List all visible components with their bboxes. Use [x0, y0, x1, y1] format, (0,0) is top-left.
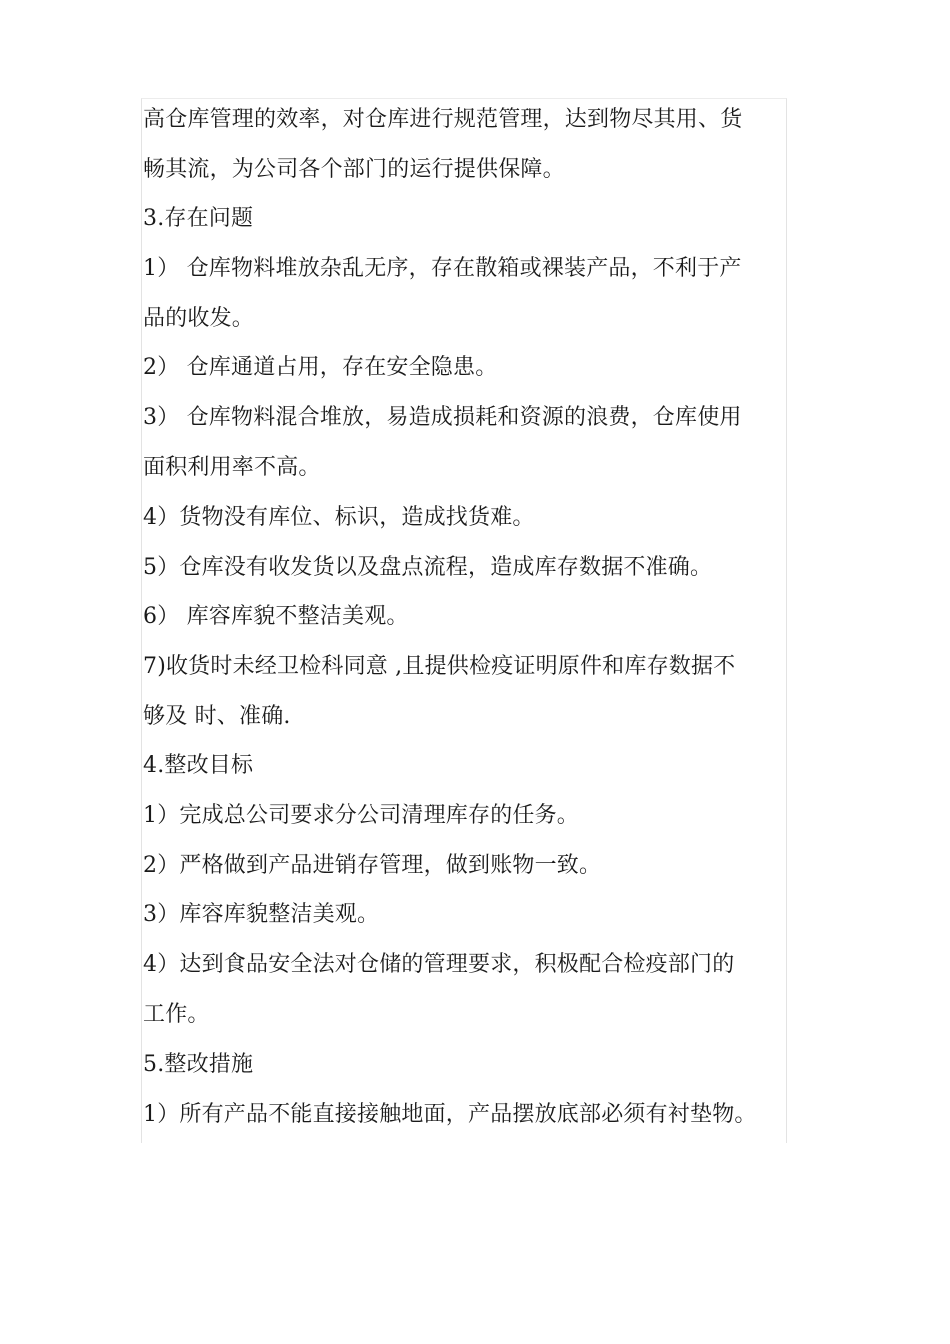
text-line: 1）完成总公司要求分公司清理库存的任务。 — [143, 803, 579, 828]
section-heading: 5.整改措施 — [143, 1052, 254, 1077]
text-line: 1） 仓库物料堆放杂乱无序，存在散箱或裸装产品，不利于产 — [143, 256, 742, 281]
section-heading: 3.存在问题 — [143, 206, 254, 231]
text-line: 4）达到食品安全法对仓储的管理要求，积极配合检疫部门的 — [143, 952, 735, 977]
text-line: 4）货物没有库位、标识，造成找货难。 — [143, 505, 535, 530]
text-line: 品的收发。 — [143, 306, 255, 331]
text-line: 工作。 — [143, 1002, 210, 1027]
text-line: 2） 仓库通道占用，存在安全隐患。 — [143, 355, 498, 380]
text-line: 2）严格做到产品进销存管理，做到账物一致。 — [143, 853, 602, 878]
text-line: 够及 时、准确. — [143, 704, 291, 729]
section-heading: 4.整改目标 — [143, 753, 254, 778]
text-line: 7)收货时未经卫检科同意 ,且提供检疫证明原件和库存数据不 — [143, 654, 736, 679]
text-line: 高仓库管理的效率，对仓库进行规范管理，达到物尽其用、货 — [143, 107, 743, 132]
text-line: 畅其流，为公司各个部门的运行提供保障。 — [143, 157, 565, 182]
text-line: 面积利用率不高。 — [143, 455, 321, 480]
text-line: 6） 库容库貌不整洁美观。 — [143, 604, 409, 629]
text-line: 1）所有产品不能直接接触地面，产品摆放底部必须有衬垫物。 — [143, 1102, 757, 1127]
text-line: 3） 仓库物料混合堆放，易造成损耗和资源的浪费，仓库使用 — [143, 405, 742, 430]
text-line: 5）仓库没有收发货以及盘点流程，造成库存数据不准确。 — [143, 555, 713, 580]
text-line: 3）库容库貌整洁美观。 — [143, 902, 380, 927]
